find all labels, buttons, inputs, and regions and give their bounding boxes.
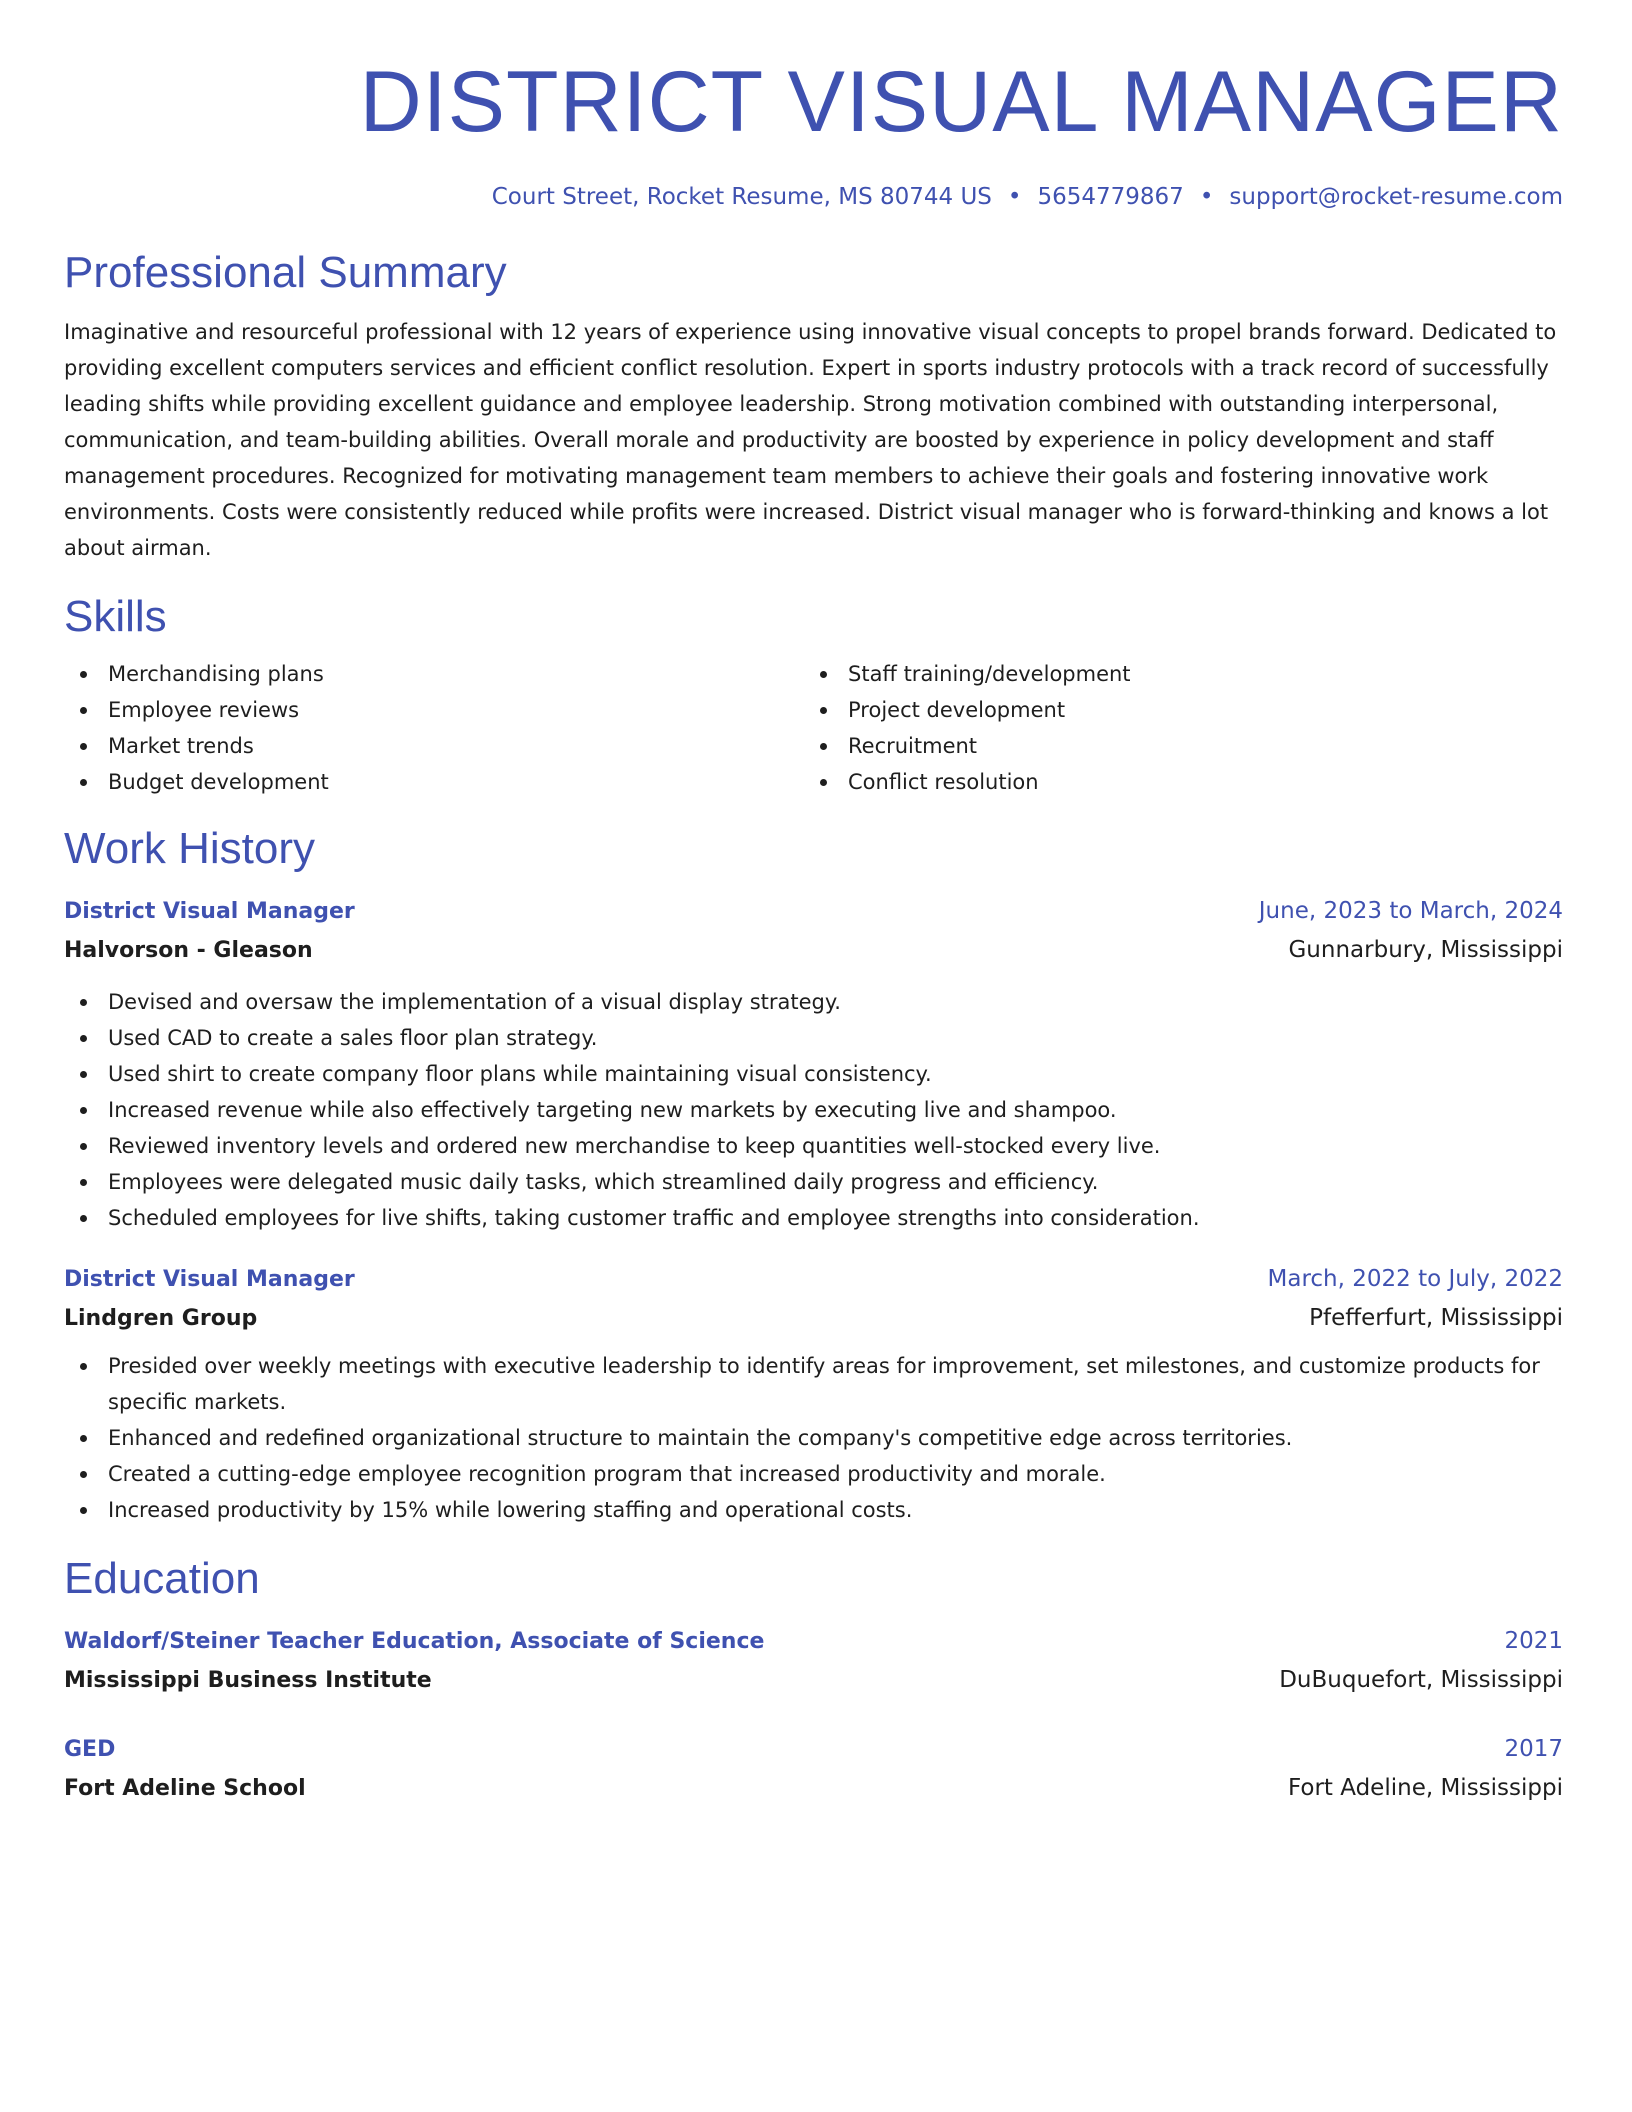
education-entry — [64, 1622, 1563, 1700]
job-dates: March, 2022 to July, 2022 — [1267, 1266, 1563, 1292]
job-company: Halvorson - Gleason — [64, 938, 313, 963]
education-degree-row — [64, 1730, 1563, 1769]
skills-list — [64, 656, 1563, 800]
skills-column-left — [64, 656, 804, 800]
job-bullets — [64, 984, 1563, 1236]
skill-item: Staff training/development — [804, 656, 1544, 692]
education-school-row — [64, 1769, 1563, 1808]
job-company-row — [64, 1299, 1563, 1338]
skill-item: Employee reviews — [64, 692, 804, 728]
job-title: District Visual Manager — [64, 1267, 355, 1292]
contact-email[interactable]: support@rocket-resume.com — [1229, 184, 1563, 210]
skill-item: Recruitment — [804, 728, 1544, 764]
education-year: 2017 — [1504, 1736, 1563, 1762]
skills-heading: Skills — [64, 592, 167, 641]
job-bullet: Created a cutting-edge employee recognition program that increased productivity and morale. — [64, 1456, 1563, 1492]
education-school: Mississippi Business Institute — [64, 1668, 432, 1693]
resume-header — [64, 0, 1563, 212]
job-dates: June, 2023 to March, 2024 — [1258, 898, 1563, 924]
education-degree: GED — [64, 1737, 116, 1762]
job-location: Gunnarbury, Mississippi — [1288, 937, 1563, 963]
job-bullet: Increased productivity by 15% while lowering staffing and operational costs. — [64, 1492, 1563, 1528]
skill-item: Merchandising plans — [64, 656, 804, 692]
job-bullet: Used shirt to create company floor plans while maintaining visual consistency. — [64, 1056, 1563, 1092]
job-bullet: Scheduled employees for live shifts, taking customer traffic and employee strengths into consideration. — [64, 1200, 1563, 1236]
job-bullet: Used CAD to create a sales floor plan strategy. — [64, 1020, 1563, 1056]
skills-column-right — [804, 656, 1544, 800]
job-bullets — [64, 1348, 1563, 1528]
job-entry — [64, 1260, 1563, 1528]
job-bullet: Devised and oversaw the implementation of a visual display strategy. — [64, 984, 1563, 1020]
job-bullet: Employees were delegated music daily tasks, which streamlined daily progress and efficiency. — [64, 1164, 1563, 1200]
job-entry — [64, 892, 1563, 1236]
contact-address: Court Street, Rocket Resume, MS 80744 US — [491, 184, 992, 210]
education-year: 2021 — [1504, 1628, 1563, 1654]
education-location: DuBuquefort, Mississippi — [1279, 1667, 1563, 1693]
job-bullet: Increased revenue while also effectively targeting new markets by executing live and shampoo. — [64, 1092, 1563, 1128]
job-company: Lindgren Group — [64, 1306, 258, 1331]
resume-page — [64, 0, 1563, 1808]
education-entry — [64, 1730, 1563, 1808]
job-bullet: Enhanced and redefined organizational structure to maintain the company's competitive edge across territories. — [64, 1420, 1563, 1456]
education-heading: Education — [64, 1554, 260, 1603]
skill-item: Budget development — [64, 764, 804, 800]
education-school-row — [64, 1661, 1563, 1700]
education-school: Fort Adeline School — [64, 1776, 306, 1801]
contact-line — [64, 182, 1563, 212]
education-degree-row — [64, 1622, 1563, 1661]
summary-text: Imaginative and resourceful professional with 12 years of experience using innovative visual concepts to propel brands forward. Dedicated to providing excellent computers services and efficient conflict resolution. Expert in sports industry protocols with a track record of successfully leading shifts while providing excellent guidance and employee leadership. Strong motivation combined with outstanding interpersonal, communication, and team-building abilities. Overall morale and productivity are boosted by experience in policy development and staff management procedures. Recognized for motivating management team members to achieve their goals and fostering innovative work environments. Costs were consistently reduced while profits were increased. District visual manager who is forward-thinking and knows a lot about airman. — [64, 320, 1557, 560]
skill-item: Market trends — [64, 728, 804, 764]
job-company-row — [64, 931, 1563, 970]
skill-item: Conflict resolution — [804, 764, 1544, 800]
job-title: District Visual Manager — [64, 899, 355, 924]
summary-heading: Professional Summary — [64, 248, 507, 297]
education-degree: Waldorf/Steiner Teacher Education, Associate of Science — [64, 1629, 765, 1654]
contact-separator: • — [1007, 184, 1022, 210]
job-bullet: Reviewed inventory levels and ordered new merchandise to keep quantities well-stocked every live. — [64, 1128, 1563, 1164]
job-bullet: Presided over weekly meetings with executive leadership to identify areas for improvement, set milestones, and customize products for specific markets. — [64, 1348, 1563, 1420]
resume-name: DISTRICT VISUAL MANAGER — [359, 54, 1563, 150]
work-history-heading: Work History — [64, 824, 315, 873]
job-title-row — [64, 1260, 1563, 1299]
contact-separator: • — [1199, 184, 1214, 210]
skill-item: Project development — [804, 692, 1544, 728]
job-title-row — [64, 892, 1563, 931]
job-location: Pfefferfurt, Mississippi — [1309, 1305, 1563, 1331]
contact-phone: 5654779867 — [1037, 184, 1184, 210]
education-location: Fort Adeline, Mississippi — [1287, 1775, 1563, 1801]
